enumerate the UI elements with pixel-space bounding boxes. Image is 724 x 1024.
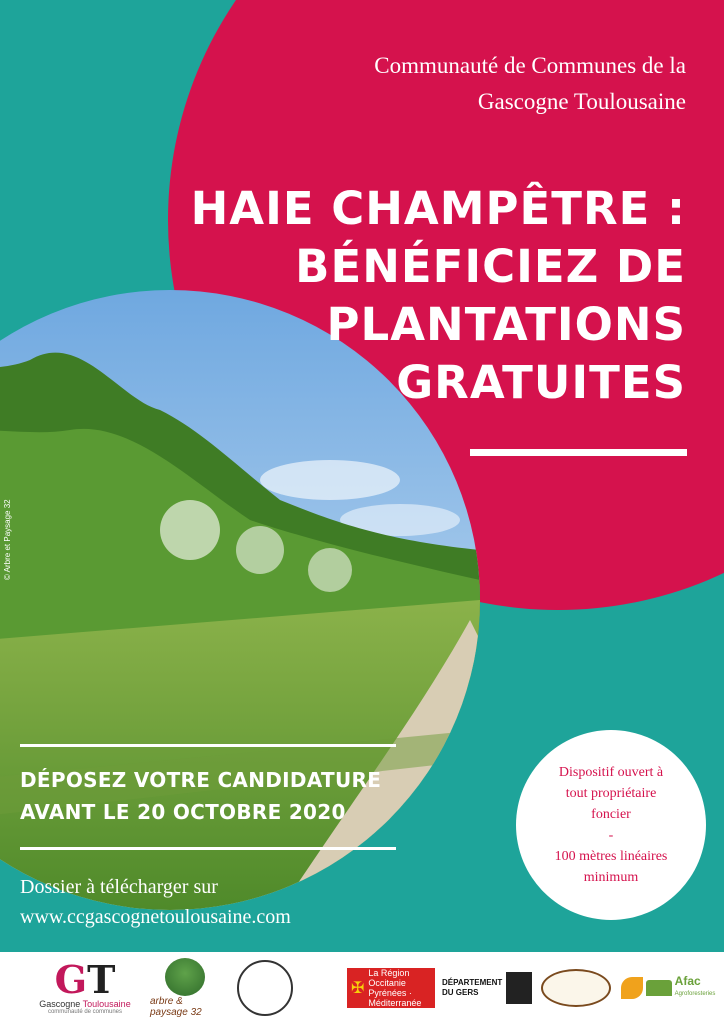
oval-emblem xyxy=(541,969,611,1007)
deadline-rule-bottom xyxy=(20,847,396,850)
gt-monogram xyxy=(54,957,116,1002)
afac-title: Afac xyxy=(674,974,701,988)
deadline-line-2: AVANT LE 20 OCTOBRE 2020 xyxy=(20,800,346,824)
gers-name xyxy=(442,978,502,998)
arbre-paysage-name: arbre & paysage 32 xyxy=(150,996,202,1018)
organization-line-1: Communauté de Communes de la xyxy=(374,53,686,78)
gascogne-toulousaine-logo xyxy=(30,958,140,1018)
deadline-text xyxy=(20,764,381,828)
occitanie-logo xyxy=(346,958,436,1018)
arbre-paysage-logo xyxy=(150,958,220,1018)
website-link[interactable]: www.ccgascognetoulousaine.com xyxy=(20,906,291,928)
gers-emblem xyxy=(506,972,532,1004)
organization-line-2: Gascogne Toulousaine xyxy=(477,89,686,114)
eligibility-badge xyxy=(516,730,706,920)
headline-line-3: PLANTATIONS xyxy=(326,298,686,351)
organization-name xyxy=(226,48,686,120)
download-info xyxy=(20,872,291,932)
deadline-rule-top xyxy=(20,744,396,747)
arbre-paysage-emblem xyxy=(165,958,205,996)
headline-line-2: BÉNÉFICIEZ DE xyxy=(295,240,686,293)
tree-emblem-icon xyxy=(237,960,293,1016)
headline xyxy=(126,180,686,412)
deadline-line-1: DÉPOSEZ VOTRE CANDIDATURE xyxy=(20,768,382,792)
eligibility-line-1: Dispositif ouvert à xyxy=(558,765,664,780)
eligibility-line-3: foncier xyxy=(591,807,631,822)
gt-name xyxy=(39,999,130,1009)
occitanie-badge xyxy=(347,968,435,1008)
headline-line-4: GRATUITES xyxy=(396,356,686,409)
leaf-icon xyxy=(621,977,643,999)
headline-line-1: HAIE CHAMPÊTRE : xyxy=(190,182,686,235)
eligibility-separator: - xyxy=(608,828,614,843)
gt-letter-g: G xyxy=(54,957,88,1002)
afac-subtitle: Agroforesteries xyxy=(674,991,716,997)
download-label: Dossier à télécharger sur xyxy=(20,876,218,898)
afac-logo xyxy=(618,958,718,1018)
gt-subtitle: communauté de communes xyxy=(47,1009,123,1015)
gt-letter-t: T xyxy=(87,957,116,1002)
headline-underline xyxy=(470,449,687,456)
arbres-paysages-autan-logo xyxy=(232,958,298,1018)
eligibility-line-5: minimum xyxy=(583,870,639,885)
gt-name-1: Gascogne xyxy=(39,999,83,1009)
partner-logos-bar xyxy=(0,952,724,1024)
photo-credit: © Arbre et Paysage 32 xyxy=(3,499,12,580)
gt-name-2: Toulousaine xyxy=(82,999,131,1009)
eligibility-line-2: tout propriétaire xyxy=(565,786,657,801)
eligibility-line-4: 100 mètres linéaires xyxy=(554,849,668,864)
occitanie-name: La Région Occitanie Pyrénées · Méditerranée xyxy=(368,968,422,1008)
oval-partner-logo xyxy=(540,958,612,1018)
gers-line-1: DÉPARTEMENT xyxy=(442,978,503,987)
afac-name xyxy=(675,975,716,1001)
occitan-cross-icon: ✠ xyxy=(351,980,365,997)
hedge-icon xyxy=(646,980,672,996)
gers-line-2: DU GERS xyxy=(442,988,479,997)
gers-department-logo xyxy=(442,958,532,1018)
